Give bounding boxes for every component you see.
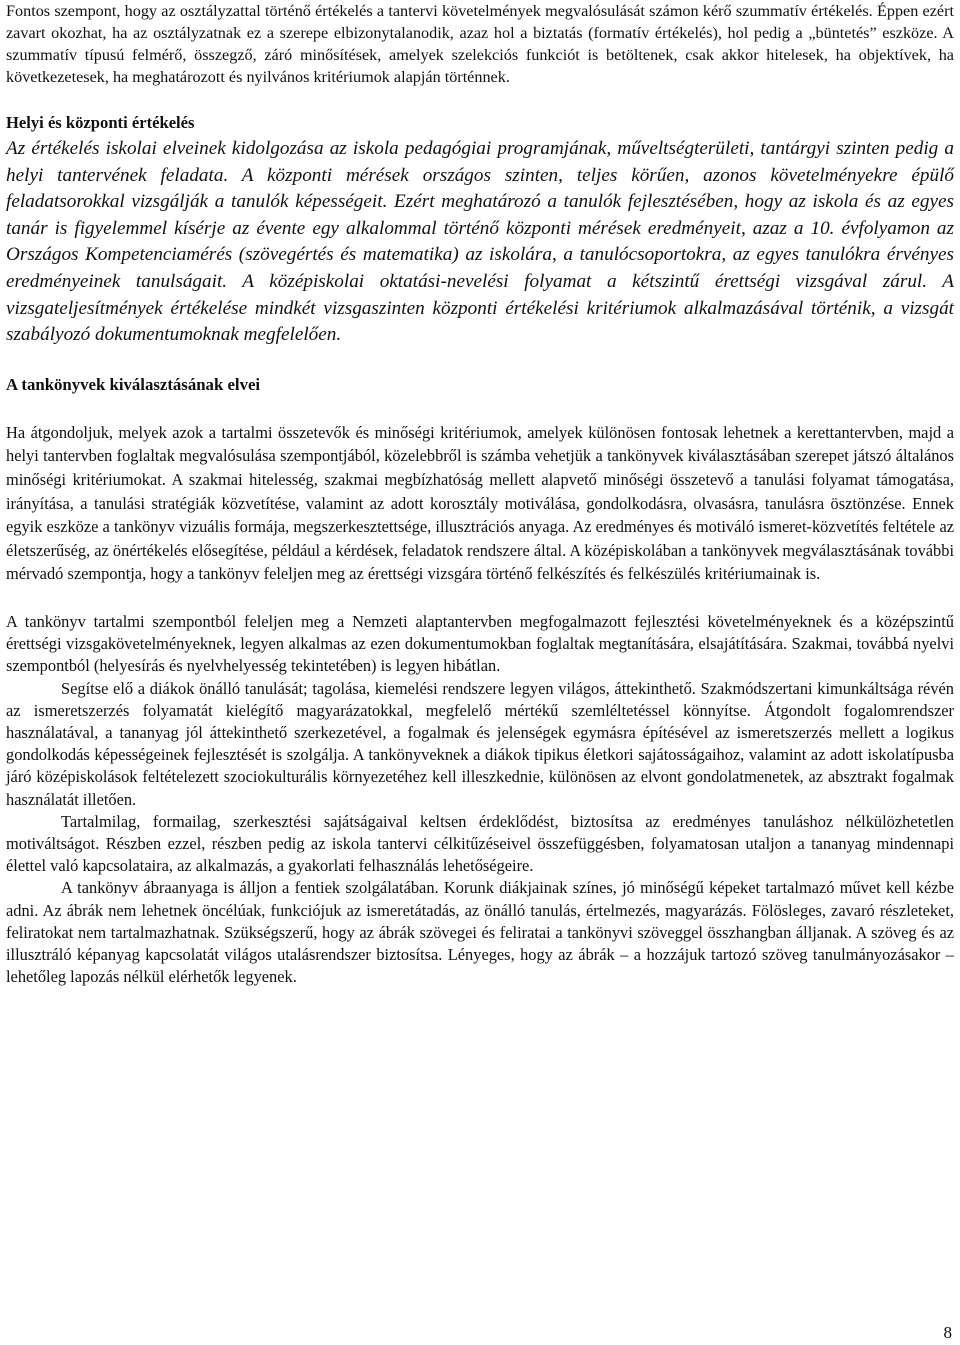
textbook-paragraph-2: A tankönyv tartalmi szempontból feleljen meg a Nemzeti alaptantervben megfogalmazott fejlesztési követelményeknek és a középszintű érettségi vizsgakövetelményeknek, legyen alkalmas az ezen dokumentumokban foglaltak megtanítására, elsajátítására. Szakmai, továbbá nyelvi szempontból (helyesírás és nyelvhelyesség tekintetében) is legyen hibátlan. [6, 611, 954, 676]
local-central-paragraph: Az értékelés iskolai elveinek kidolgozása az iskola pedagógiai programjának, műveltségterületi, tantárgyi szinten pedig a helyi tantervének feladata. A központi mérések országos szinten, teljes körűen, azonos követelményekre épülő feladatsorokkal vizsgálják a tanulók képességeit. Ezért meghatározó a tanulók fejlesztésében, hogy az iskola és az egyes tanár is figyelemmel kísérje az évente egy alkalommal történő központi mérések eredményeit, azaz a 10. évfolyamon az Országos Kompetenciamérés (szövegértés és matematika) az iskolára, a tanulócsoportokra, az egyes tanulókra érvényes eredményeinek tanulságait. A középiskolai oktatási-nevelési folyamat a kétszintű érettségi vizsgával zárul. A vizsgateljesítmények értékelése mindkét vizsgaszinten központi értékelési kritériumok alkalmazásával történik, a vizsgát szabályozó dokumentumoknak megfelelően. [6, 138, 954, 346]
textbook-paragraph-5: A tankönyv ábraanyaga is álljon a fentiek szolgálatában. Korunk diákjainak színes, jó minőségű képeket tartalmazó művet kell kézbe adni. Az ábrák nem lehetnek öncélúak, funkciójuk az ismeretátadás, az önálló tanulás, értelmezés, magyarázás. Fölösleges, zavaró részleteket, feliratokat nem tartalmazhatnak. Szükségszerű, hogy az ábrák szövegei és feliratai a tankönyvi szöveggel összhangban álljanak. A szöveg és az illusztráló képanyag kapcsolatát világos utalásrendszer biztosítsa. Lényeges, hogy az ábrák – a hozzájuk tartozó szöveg tanulmányozásakor – lehetőleg lapozás nélkül elérhetők legyenek. [6, 878, 954, 987]
textbook-paragraph-3: Segítse elő a diákok önálló tanulását; tagolása, kiemelési rendszere legyen világos, áttekinthető. Szakmódszertani kimunkáltsága révén az ismeretszerzés folyamatát kielégítő magyarázatokkal, megfelelő mértékű szemléltetéssel könnyítse. Átgondolt fogalomrendszer használatával, a tananyag jól áttekinthető szerkezetével, a fogalmak és jelenségek egymásra építésével az ismeretszerzés mellett a logikus gondolkodás képességeinek fejlesztését is szolgálja. A tankönyveknek a diákok tipikus életkori sajátosságaihoz, valamint az adott iskolatípusba járó középiskolások feltételezett szociokulturális környezetéhez kell illeszkednie, különösen az elvont gondolatmenetek, az absztrakt fogalmak használatát illetően. [6, 678, 954, 809]
intro-paragraph: Fontos szempont, hogy az osztályzattal történő értékelés a tantervi követelmények megvalósulását számon kérő szummatív értékelés. Éppen ezért zavart okozhat, ha az osztályzatnak ez a szerepe elbizonytalanodik, azaz hol a biztatás (formatív értékelés), hol pedig a „büntetés” eszköze. A szummatív típusú felmérő, összegző, záró minősítések, amelyek szelekciós funkciót is betöltenek, csak akkor hitelesek, ha objektívek, ha következetesek, ha meghatározott és nyilvános kritériumok alapján történnek. [6, 2, 954, 86]
section-heading-local-central: Helyi és központi értékelés [6, 113, 195, 132]
document-page [6, 0, 954, 988]
textbook-paragraph-1: Ha átgondoljuk, melyek azok a tartalmi összetevők és minőségi kritériumok, amelyek különösen fontosak lehetnek a kerettantervben, majd a helyi tantervben foglaltak megvalósulása szempontjából, közelebbről is számba vehetjük a tankönyvek kiválasztásában szerepet játszó általános minőségi kritériumokat. A szakmai hitelesség, szakmai megbízhatóság mellett alapvető minőségi összetevő a tanulási folyamat támogatása, irányítása, a tanulási stratégiák közvetítése, valamint az adott korosztály motiválása, gondolkodásra, olvasásra, tanulásra ösztönzése. Ennek egyik eszköze a tankönyv vizuális formája, megszerkesztettsége, illusztrációs anyaga. Az eredményes és motiváló ismeret-közvetítés feltétele az életszerűség, az önértékelés elősegítése, például a kérdések, feladatok rendszere által. A középiskolában a tankönyvek megválasztásának további mérvadó szempontja, hogy a tankönyv feleljen meg az érettségi vizsgára történő felkészítés és felkészülés kritériumainak is. [6, 422, 954, 584]
textbook-paragraph-4: Tartalmilag, formailag, szerkesztési sajátságaival keltsen érdeklődést, biztosítsa az eredményes tanuláshoz nélkülözhetetlen motiváltságot. Részben ezzel, részben pedig az iskola tantervi célkitűzéseivel összefüggésben, folyamatosan utaljon a tananyag mindennapi élettel való kapcsolataira, az alkalmazás, a gyakorlati felhasználás lehetőségeire. [6, 811, 954, 876]
section-heading-textbooks: A tankönyvek kiválasztásának elvei [6, 374, 261, 394]
page-number: 8 [943, 1323, 952, 1342]
